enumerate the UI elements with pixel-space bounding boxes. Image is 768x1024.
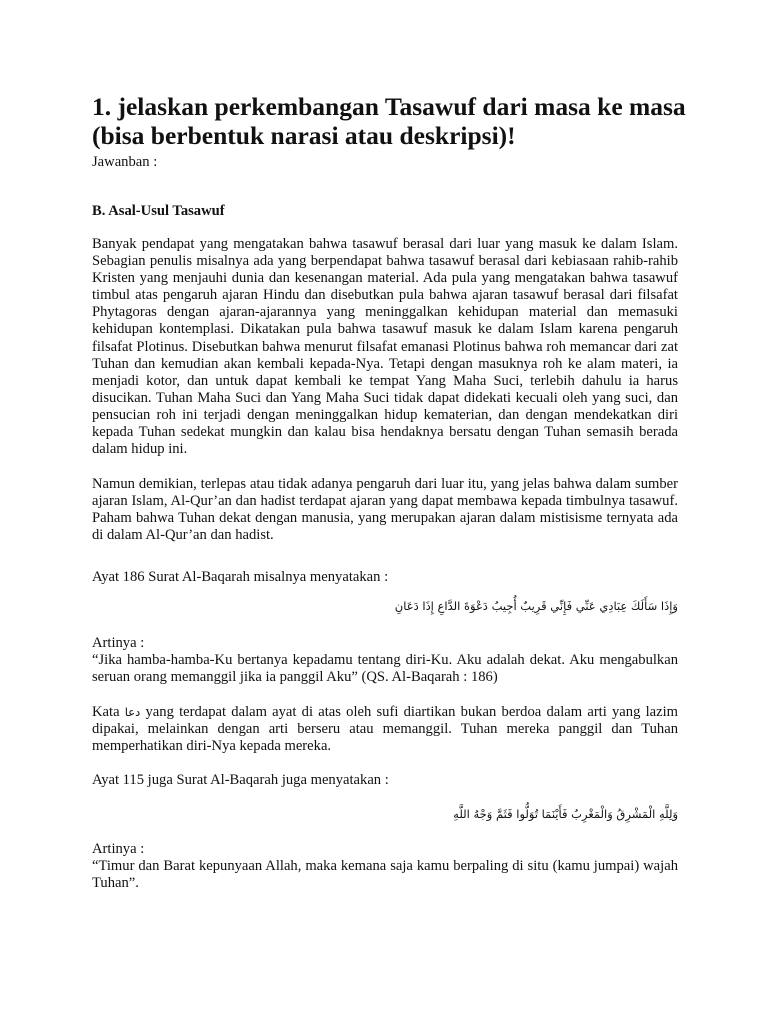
ayat-186-arabic: وَإِذَا سَأَلَكَ عِبَادِي عَنِّي فَإِنِّي قَرِيبٌ أُجِيبُ دَعْوَةَ الدَّاعِ إِذَا دَعَانِ [394,599,678,613]
kata-paragraph [92,704,678,755]
ayat-186-intro: Ayat 186 Surat Al-Baqarah misalnya menyatakan : [92,569,389,585]
section-heading: B. Asal-Usul Tasawuf [92,203,225,219]
answer-label: Jawanban : [92,154,158,170]
kata-prefix: Kata [92,704,120,720]
artinya-label-1: Artinya : [92,635,145,651]
paragraph-quran-hadist: Namun demikian, terlepas atau tidak adanya pengaruh dari luar itu, yang jelas bahwa dalam sumber ajaran Islam, Al-Qur’an dan hadist terdapat ajaran yang dapat membawa kepada timbulnya tasawuf. Paham bahwa Tuhan dekat dengan manusia, yang merupakan ajaran dalam mistisisme ternyata ada di dalam Al-Qur’an dan hadist. [92,476,678,544]
kata-text: yang terdapat dalam ayat di atas oleh sufi diartikan bukan berdoa dalam arti yang lazim dipakai, melainkan dengan arti berseru atau memanggil. Tuhan mereka panggil dan Tuhan memperhatikan diri-Nya kepada mereka. [92,704,678,755]
artinya-label-2: Artinya : [92,841,145,857]
question-title: 1. jelaskan perkembangan Tasawuf dari masa ke masa (bisa berbentuk narasi atau deskripsi)! [92,92,686,150]
artinya-text-1: “Jika hamba-hamba-Ku bertanya kepadamu tentang diri-Ku. Aku adalah dekat. Aku mengabulkan seruan orang memanggil jika ia panggil Aku” (QS. Al-Baqarah : 186) [92,652,678,686]
paragraph-origin: Banyak pendapat yang mengatakan bahwa tasawuf berasal dari luar yang masuk ke dalam Islam. Sebagian penulis misalnya ada yang berpendapat bahwa tasawuf berasal dari kebiasaan rahib-rahib Kristen yang menjauhi dunia dan kesenangan material. Ada pula yang mengatakan bahwa tasawuf timbul atas pengaruh ajaran Hindu dan disebutkan pula bahwa ajaran tasawuf berasal dari filsafat Phytagoras dengan ajaran-ajarannya yang meninggalkan kehidupan material dan memasuki kehidupan kontemplasi. Dikatakan pula bahwa tasawuf masuk ke dalam Islam karena pengaruh filsafat Plotinus. Disebutkan bahwa menurut filsafat emanasi Plotinus bahwa roh memancar dari zat Tuhan dan kemudian akan kembali kepada-Nya. Tetapi dengan masuknya roh ke alam materi, ia menjadi kotor, dan untuk dapat kembali ke tempat Yang Maha Suci, terlebih dahulu ia harus disucikan. Tuhan Maha Suci dan Yang Maha Suci tidak dapat didekati kecuali oleh yang suci, dan pensucian roh ini terjadi dengan meninggalkan hidup kematerian, dan dengan mendekatkan diri kepada Tuhan sedekat mungkin dan kalau bisa hendaknya bersatu dengan Tuhan semasih berada dalam hidup ini. [92,236,678,458]
ayat-115-intro: Ayat 115 juga Surat Al-Baqarah juga menyatakan : [92,772,389,788]
artinya-text-2: “Timur dan Barat kepunyaan Allah, maka kemana saja kamu berpaling di situ (kamu jumpai) wajah Tuhan”. [92,858,678,892]
ayat-115-arabic: وَلِلَّهِ الْمَشْرِقُ وَالْمَغْرِبُ فَأَيْنَمَا تُوَلُّوا فَثَمَّ وَجْهُ اللَّهِ [453,807,678,821]
kata-arabic-word: دعا [124,705,141,719]
